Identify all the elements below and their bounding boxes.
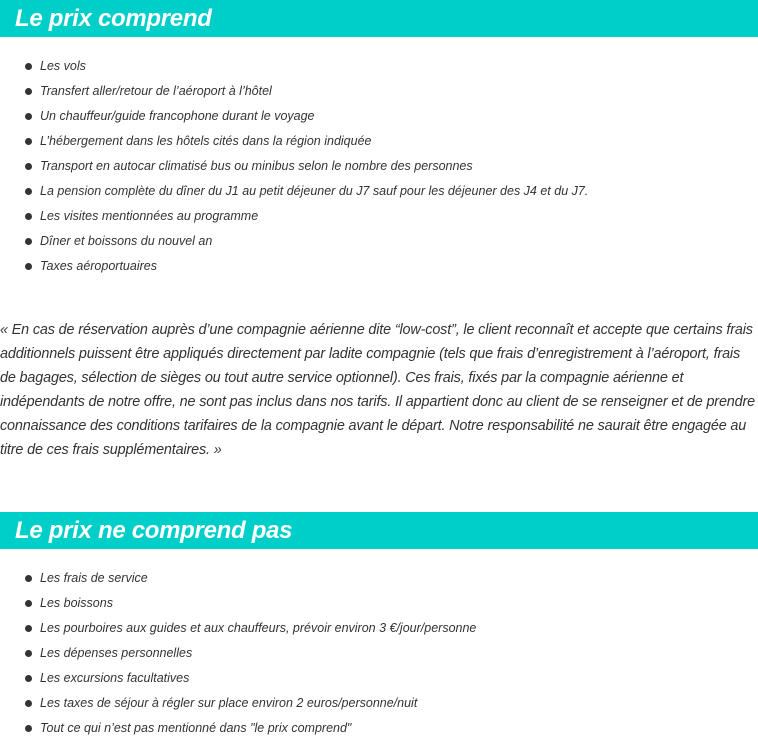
list-item-label: Taxes aéroportuaires bbox=[40, 259, 157, 273]
list-item bbox=[0, 54, 740, 79]
excluded-section-title: Le prix ne comprend pas bbox=[0, 512, 758, 549]
low-cost-notice-paragraph: « En cas de réservation auprès d’une compagnie aérienne dite “low-cost”, le client reconnaît et accepte que certains frais additionnels puissent être appliqués directement par ladite compagnie (tels que frais d’enregistrement à l’aéroport, frais de bagages, sélection de sièges ou tout autre service optionnel). Ces frais, fixés par la compagnie aérienne et indépendants de notre offre, ne sont pas inclus dans nos tarifs. Il appartient donc au client de se renseigner et de prendre connaissance des conditions tarifaires de la compagnie avant le départ. Notre responsabilité ne saurait être engagée au titre de ces frais supplémentaires. » bbox=[0, 322, 755, 458]
list-item bbox=[0, 716, 740, 741]
bullet-icon bbox=[25, 63, 32, 70]
list-item bbox=[0, 591, 740, 616]
list-item-label: Transport en autocar climatisé bus ou minibus selon le nombre des personnes bbox=[40, 159, 473, 173]
list-item-label: Les dépenses personnelles bbox=[40, 646, 193, 660]
list-item-label: Les vols bbox=[40, 59, 86, 73]
bullet-icon bbox=[25, 188, 32, 195]
bullet-icon bbox=[25, 263, 32, 270]
bullet-icon bbox=[25, 675, 32, 682]
list-item bbox=[0, 666, 740, 691]
bullet-icon bbox=[25, 625, 32, 632]
bullet-icon bbox=[25, 650, 32, 657]
list-item bbox=[0, 154, 740, 179]
list-item bbox=[0, 566, 740, 591]
bullet-icon bbox=[25, 575, 32, 582]
included-section-title: Le prix comprend bbox=[0, 0, 758, 37]
list-item bbox=[0, 179, 740, 204]
list-item-label: Tout ce qui n’est pas mentionné dans "le prix comprend" bbox=[40, 721, 352, 735]
bullet-icon bbox=[25, 138, 32, 145]
list-item-label: La pension complète du dîner du J1 au petit déjeuner du J7 sauf pour les déjeuner des J4 et du J7. bbox=[40, 184, 589, 198]
list-item-label: Transfert aller/retour de l’aéroport à l’hôtel bbox=[40, 84, 272, 98]
bullet-icon bbox=[25, 600, 32, 607]
bullet-icon bbox=[25, 88, 32, 95]
list-item bbox=[0, 104, 740, 129]
bullet-icon bbox=[25, 163, 32, 170]
list-item-label: Les visites mentionnées au programme bbox=[40, 209, 259, 223]
list-item-label: L’hébergement dans les hôtels cités dans la région indiquée bbox=[40, 134, 372, 148]
list-item-label: Dîner et boissons du nouvel an bbox=[40, 234, 213, 248]
bullet-icon bbox=[25, 700, 32, 707]
list-item bbox=[0, 254, 740, 279]
list-item bbox=[0, 616, 740, 641]
bullet-icon bbox=[25, 725, 32, 732]
excluded-list bbox=[0, 566, 740, 741]
included-list bbox=[0, 54, 740, 279]
bullet-icon bbox=[25, 213, 32, 220]
list-item bbox=[0, 129, 740, 154]
bullet-icon bbox=[25, 238, 32, 245]
list-item bbox=[0, 229, 740, 254]
list-item-label: Les taxes de séjour à régler sur place environ 2 euros/personne/nuit bbox=[40, 696, 418, 710]
list-item-label: Les excursions facultatives bbox=[40, 671, 190, 685]
bullet-icon bbox=[25, 113, 32, 120]
list-item bbox=[0, 79, 740, 104]
list-item bbox=[0, 641, 740, 666]
list-item-label: Les boissons bbox=[40, 596, 113, 610]
list-item-label: Les frais de service bbox=[40, 571, 148, 585]
list-item bbox=[0, 691, 740, 716]
list-item-label: Les pourboires aux guides et aux chauffeurs, prévoir environ 3 €/jour/personne bbox=[40, 621, 477, 635]
list-item-label: Un chauffeur/guide francophone durant le voyage bbox=[40, 109, 315, 123]
list-item bbox=[0, 204, 740, 229]
